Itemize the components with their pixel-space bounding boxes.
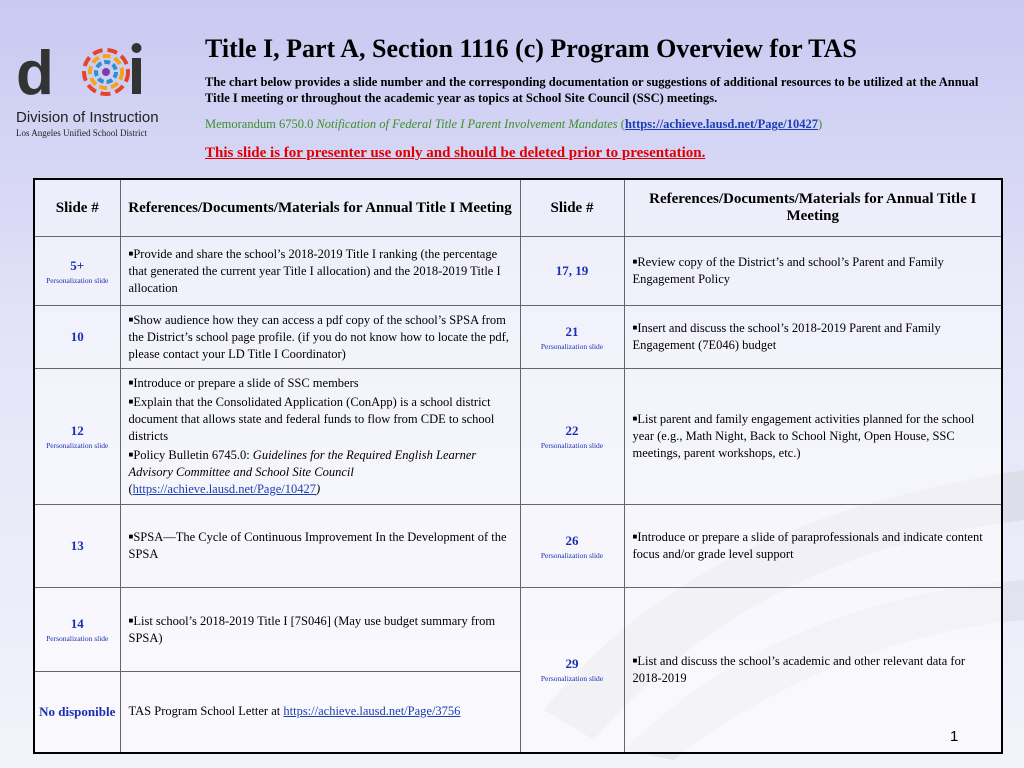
bullet-icon: ■ bbox=[128, 615, 134, 625]
slide-number: 12 bbox=[70, 423, 84, 438]
list-item: ■Insert and discuss the school’s 2018-2019 Parent and Family Engagement (7E046) budget bbox=[632, 321, 941, 352]
memo-prefix: Memorandum 6750.0 bbox=[205, 117, 317, 131]
references-cell bbox=[120, 672, 520, 753]
letter-text: TAS Program School Letter at bbox=[128, 703, 284, 718]
slide-number: No disponible bbox=[39, 703, 116, 719]
slide-number-cell bbox=[34, 588, 120, 672]
bullet-icon: ■ bbox=[128, 248, 134, 258]
references-cell bbox=[624, 237, 1002, 306]
personalization-label: Personalization slide bbox=[540, 550, 604, 560]
header-references: References/Documents/Materials for Annual Title I Meeting bbox=[624, 179, 1002, 237]
policy-open-paren: ( bbox=[128, 482, 133, 496]
slide-number: 29 bbox=[565, 656, 579, 672]
doi-logo bbox=[16, 36, 186, 140]
table-header-row bbox=[34, 179, 1002, 237]
slide-number-cell bbox=[34, 306, 120, 369]
table-row bbox=[34, 505, 1002, 588]
policy-link[interactable]: https://achieve.lausd.net/Page/10427 bbox=[132, 482, 316, 496]
list-item: ■Introduce or prepare a slide of paraprofessionals and indicate content focus and/or grade level support bbox=[632, 530, 983, 561]
memorandum-line bbox=[205, 117, 995, 132]
slide-number: 10 bbox=[70, 329, 84, 344]
slide-number: 22 bbox=[565, 423, 579, 438]
bullet-icon: ■ bbox=[632, 323, 638, 332]
policy-close-paren: ) bbox=[315, 482, 321, 496]
bullet-icon: ■ bbox=[632, 532, 638, 541]
list-item: ■List parent and family engagement activities planned for the school year (e.g., Math Night, Back to School Night, Open House, SSC meetings, parent workshops, etc.) bbox=[632, 412, 975, 460]
personalization-label: Personalization slide bbox=[46, 275, 109, 285]
bullet-icon: ■ bbox=[128, 397, 134, 406]
list-item: ■Introduce or prepare a slide of SSC members bbox=[128, 376, 359, 390]
slide-number-cell bbox=[520, 306, 624, 369]
list-item bbox=[129, 446, 512, 498]
memo-link[interactable]: https://achieve.lausd.net/Page/10427 bbox=[624, 117, 819, 131]
letter-link[interactable]: https://achieve.lausd.net/Page/3756 bbox=[283, 703, 461, 718]
presenter-warning: This slide is for presenter use only and should be deleted prior to presentation. bbox=[205, 145, 706, 161]
references-cell bbox=[120, 588, 520, 672]
doi-logo-mark bbox=[16, 36, 146, 106]
program-overview-table bbox=[33, 178, 1003, 754]
personalization-label: Personalization slide bbox=[540, 441, 604, 450]
bullet-icon: ■ bbox=[128, 314, 134, 324]
slide-number-cell bbox=[520, 369, 624, 505]
references-cell bbox=[624, 505, 1002, 588]
table-row bbox=[34, 369, 1002, 505]
list-item: ■Explain that the Consolidated Application (ConApp) is a school district document that allows state and federal funds to flow from CDE to school districts bbox=[128, 395, 495, 443]
memo-open-paren: ( bbox=[617, 117, 625, 131]
list-item: ■SPSA—The Cycle of Continuous Improvement In the Development of the SPSA bbox=[128, 530, 507, 561]
slide-number: 17, 19 bbox=[555, 263, 589, 278]
references-cell bbox=[120, 505, 520, 588]
division-name: Division of Instruction bbox=[16, 109, 159, 126]
slide-number: 26 bbox=[565, 532, 579, 548]
references-cell bbox=[120, 237, 520, 306]
slide-number-cell bbox=[34, 672, 120, 753]
memo-title: Notification of Federal Title I Parent Involvement Mandates bbox=[316, 117, 618, 131]
list-item bbox=[129, 703, 512, 720]
policy-title: Guidelines for the Required English Learner Advisory Committee and School Site Council bbox=[128, 448, 477, 479]
references-cell bbox=[624, 306, 1002, 369]
district-name: Los Angeles Unified School District bbox=[16, 128, 147, 138]
bullet-icon: ■ bbox=[128, 532, 134, 541]
list-item: ■Review copy of the District’s and school’s Parent and Family Engagement Policy bbox=[632, 255, 944, 286]
table-row bbox=[34, 237, 1002, 306]
slide-number-cell bbox=[34, 369, 120, 505]
page-number: 1 bbox=[950, 728, 959, 745]
personalization-label: Personalization slide bbox=[540, 341, 604, 351]
page-title: Title I, Part A, Section 1116 (c) Program Overview for TAS bbox=[205, 34, 857, 63]
bullet-icon: ■ bbox=[128, 378, 134, 387]
bullet-icon: ■ bbox=[632, 257, 638, 266]
slide-number: 13 bbox=[70, 538, 84, 553]
bullet-icon: ■ bbox=[632, 655, 638, 665]
references-cell bbox=[624, 369, 1002, 505]
table-row bbox=[34, 588, 1002, 672]
header-slide-number: Slide # bbox=[520, 179, 624, 237]
table-row bbox=[34, 306, 1002, 369]
policy-prefix: Policy Bulletin 6745.0: bbox=[133, 448, 253, 462]
list-item: ■Show audience how they can access a pdf copy of the school’s SPSA from the District’s school page profile. (if you do not know how to locate the pdf, please contact your LD Title I Coordinator) bbox=[128, 312, 509, 361]
svg-text:d: d bbox=[16, 39, 54, 106]
page-description: The chart below provides a slide number and the corresponding documentation or suggestions of additional resources to be utilized at the Annual Title I meeting or throughout the academic year as topics at School Site Council (SSC) meetings. bbox=[205, 75, 979, 105]
slide-number-cell bbox=[34, 237, 120, 306]
bullet-icon: ■ bbox=[128, 450, 134, 459]
slide-number-cell bbox=[520, 588, 624, 753]
bullet-icon: ■ bbox=[632, 414, 638, 423]
list-item: ■List school’s 2018-2019 Title I [7S046] (May use budget summary from SPSA) bbox=[128, 613, 496, 645]
personalization-label: Personalization slide bbox=[540, 674, 604, 684]
slide-number-cell bbox=[34, 505, 120, 588]
personalization-label: Personalization slide bbox=[46, 441, 109, 450]
slide-number: 5+ bbox=[70, 257, 85, 273]
header-references: References/Documents/Materials for Annual Title I Meeting bbox=[120, 179, 520, 237]
list-item: ■List and discuss the school’s academic and other relevant data for 2018-2019 bbox=[632, 653, 966, 685]
personalization-label: Personalization slide bbox=[46, 634, 109, 643]
list-item: ■Provide and share the school’s 2018-2019 Title I ranking (the percentage that generated the current year Title I allocation) and the 2018-2019 Title I allocation bbox=[128, 246, 501, 295]
references-cell bbox=[120, 306, 520, 369]
references-cell bbox=[120, 369, 520, 505]
memo-close-paren: ) bbox=[818, 117, 823, 131]
slide-number-cell bbox=[520, 237, 624, 306]
slide-number: 21 bbox=[565, 323, 579, 339]
header-slide-number: Slide # bbox=[34, 179, 120, 237]
slide-number-cell bbox=[520, 505, 624, 588]
slide-number: 14 bbox=[70, 616, 84, 631]
references-cell bbox=[624, 588, 1002, 753]
